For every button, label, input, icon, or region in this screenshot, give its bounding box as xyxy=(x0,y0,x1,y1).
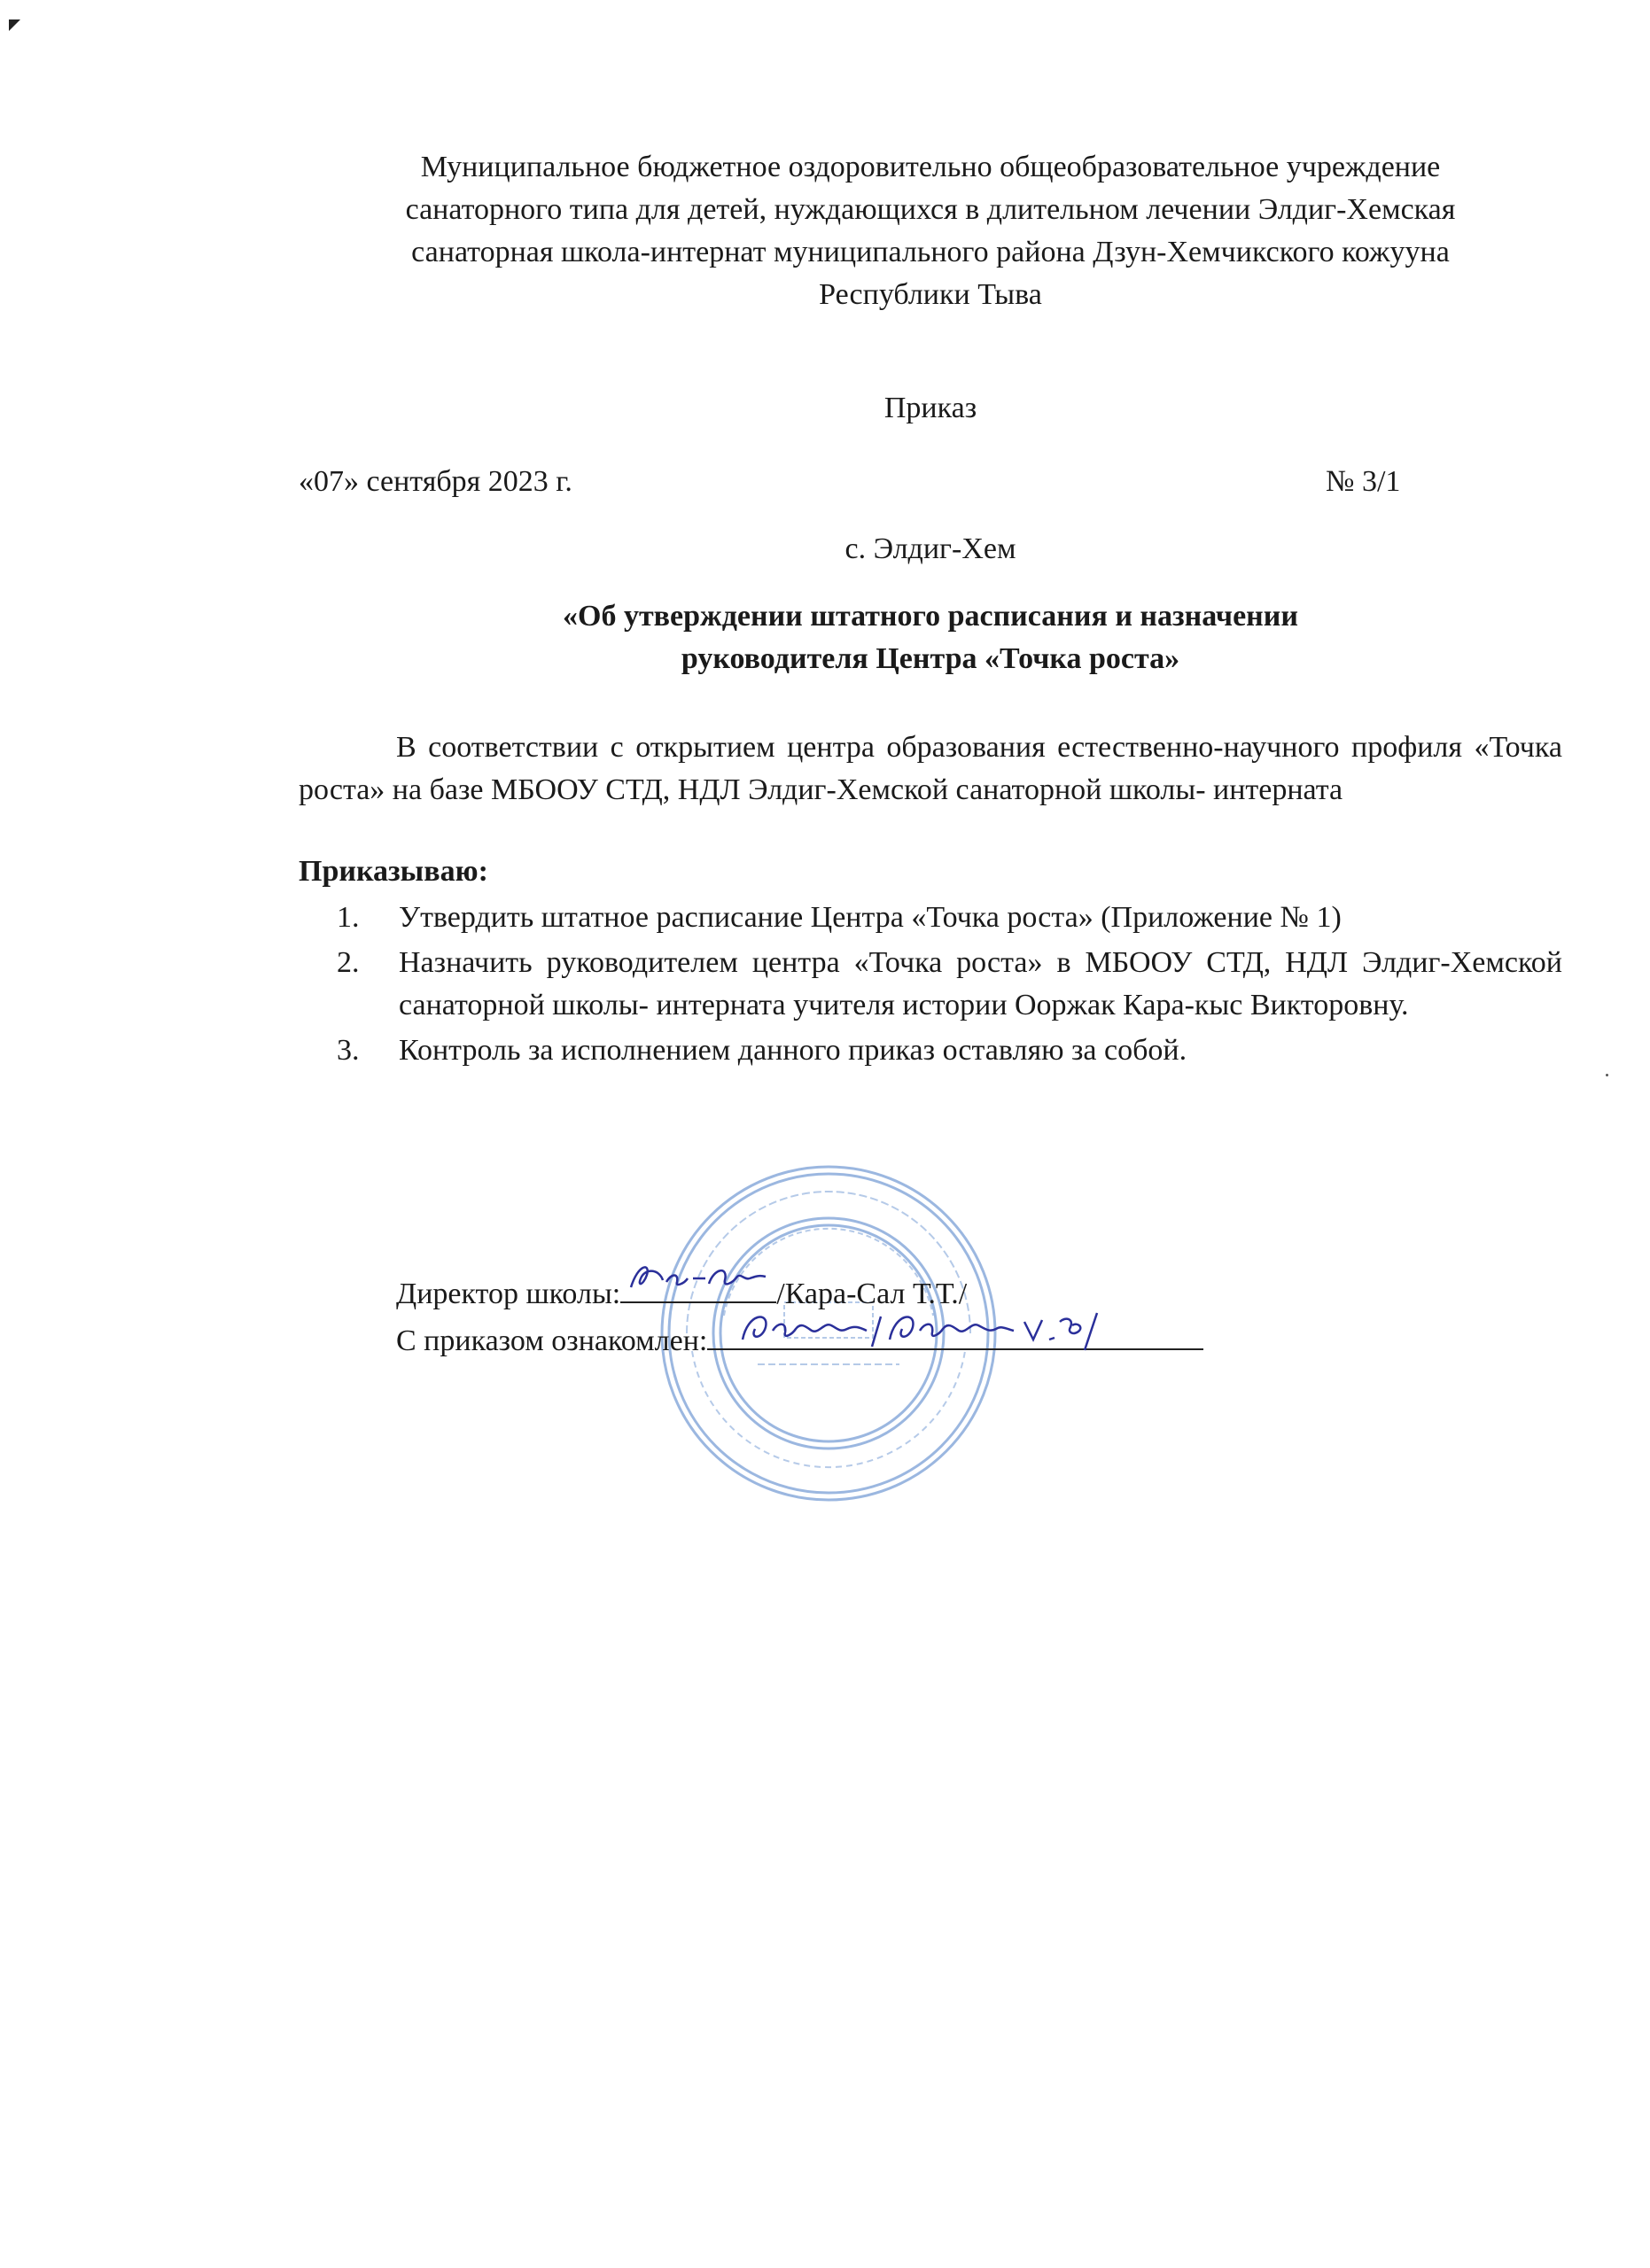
director-name: /Кара-Сал Т.Т./ xyxy=(776,1278,968,1310)
acquainted-label: С приказом ознакомлен: xyxy=(396,1324,708,1357)
order-item xyxy=(337,897,1562,939)
institution-line: санаторная школа-интернат муниципального района Дзун-Хемчикского кожууна xyxy=(411,236,1450,268)
acquainted-signature-row xyxy=(396,1318,1203,1363)
scan-speck xyxy=(1606,1074,1608,1076)
institution-line: санаторного типа для детей, нуждающихся в длительном лечении Элдиг-Хемская xyxy=(405,193,1456,226)
institution-header xyxy=(266,146,1595,316)
order-item xyxy=(337,1029,1562,1072)
order-title-line: «Об утверждении штатного расписания и назначении xyxy=(563,600,1298,633)
order-heading: Приказываю: xyxy=(299,855,488,888)
institution-line: Республики Тыва xyxy=(819,278,1042,311)
order-title-line: руководителя Центра «Точка роста» xyxy=(681,642,1180,675)
order-item-text: Назначить руководителем центра «Точка роста» в МБООУ СТД, НДЛ Элдиг-Хемской санаторной школы- интерната учителя истории Ооржак Кара-кыс Викторовну. xyxy=(399,946,1562,1021)
document-type: Приказ xyxy=(883,392,977,424)
order-place: с. Элдиг-Хем xyxy=(844,532,1016,565)
director-signature xyxy=(620,1257,776,1301)
order-date: «07» сентября 2023 г. xyxy=(299,465,572,498)
director-signature-line xyxy=(620,1271,776,1303)
acquainted-signature xyxy=(707,1304,1203,1357)
order-number: № 3/1 xyxy=(1326,465,1401,498)
acquainted-signature-line xyxy=(707,1318,1203,1350)
order-item-text: Утвердить штатное расписание Центра «Точка роста» (Приложение № 1) xyxy=(399,901,1342,934)
order-item-number: 1. xyxy=(337,901,360,934)
order-items-list xyxy=(337,897,1562,1075)
institution-line: Муниципальное бюджетное оздоровительно общеобразовательное учреждение xyxy=(420,151,1441,183)
order-title xyxy=(399,595,1462,680)
director-label: Директор школы: xyxy=(396,1278,621,1310)
preamble-paragraph: В соответствии с открытием центра образования естественно-научного профиля «Точка роста» на базе МБООУ СТД, НДЛ Элдиг-Хемской санаторной школы- интерната xyxy=(299,731,1562,806)
order-item-number: 2. xyxy=(337,946,360,979)
order-item-number: 3. xyxy=(337,1034,360,1067)
order-item-text: Контроль за исполнением данного приказ оставляю за собой. xyxy=(399,1034,1187,1067)
scan-corner-mark xyxy=(9,19,20,31)
order-item xyxy=(337,942,1562,1027)
